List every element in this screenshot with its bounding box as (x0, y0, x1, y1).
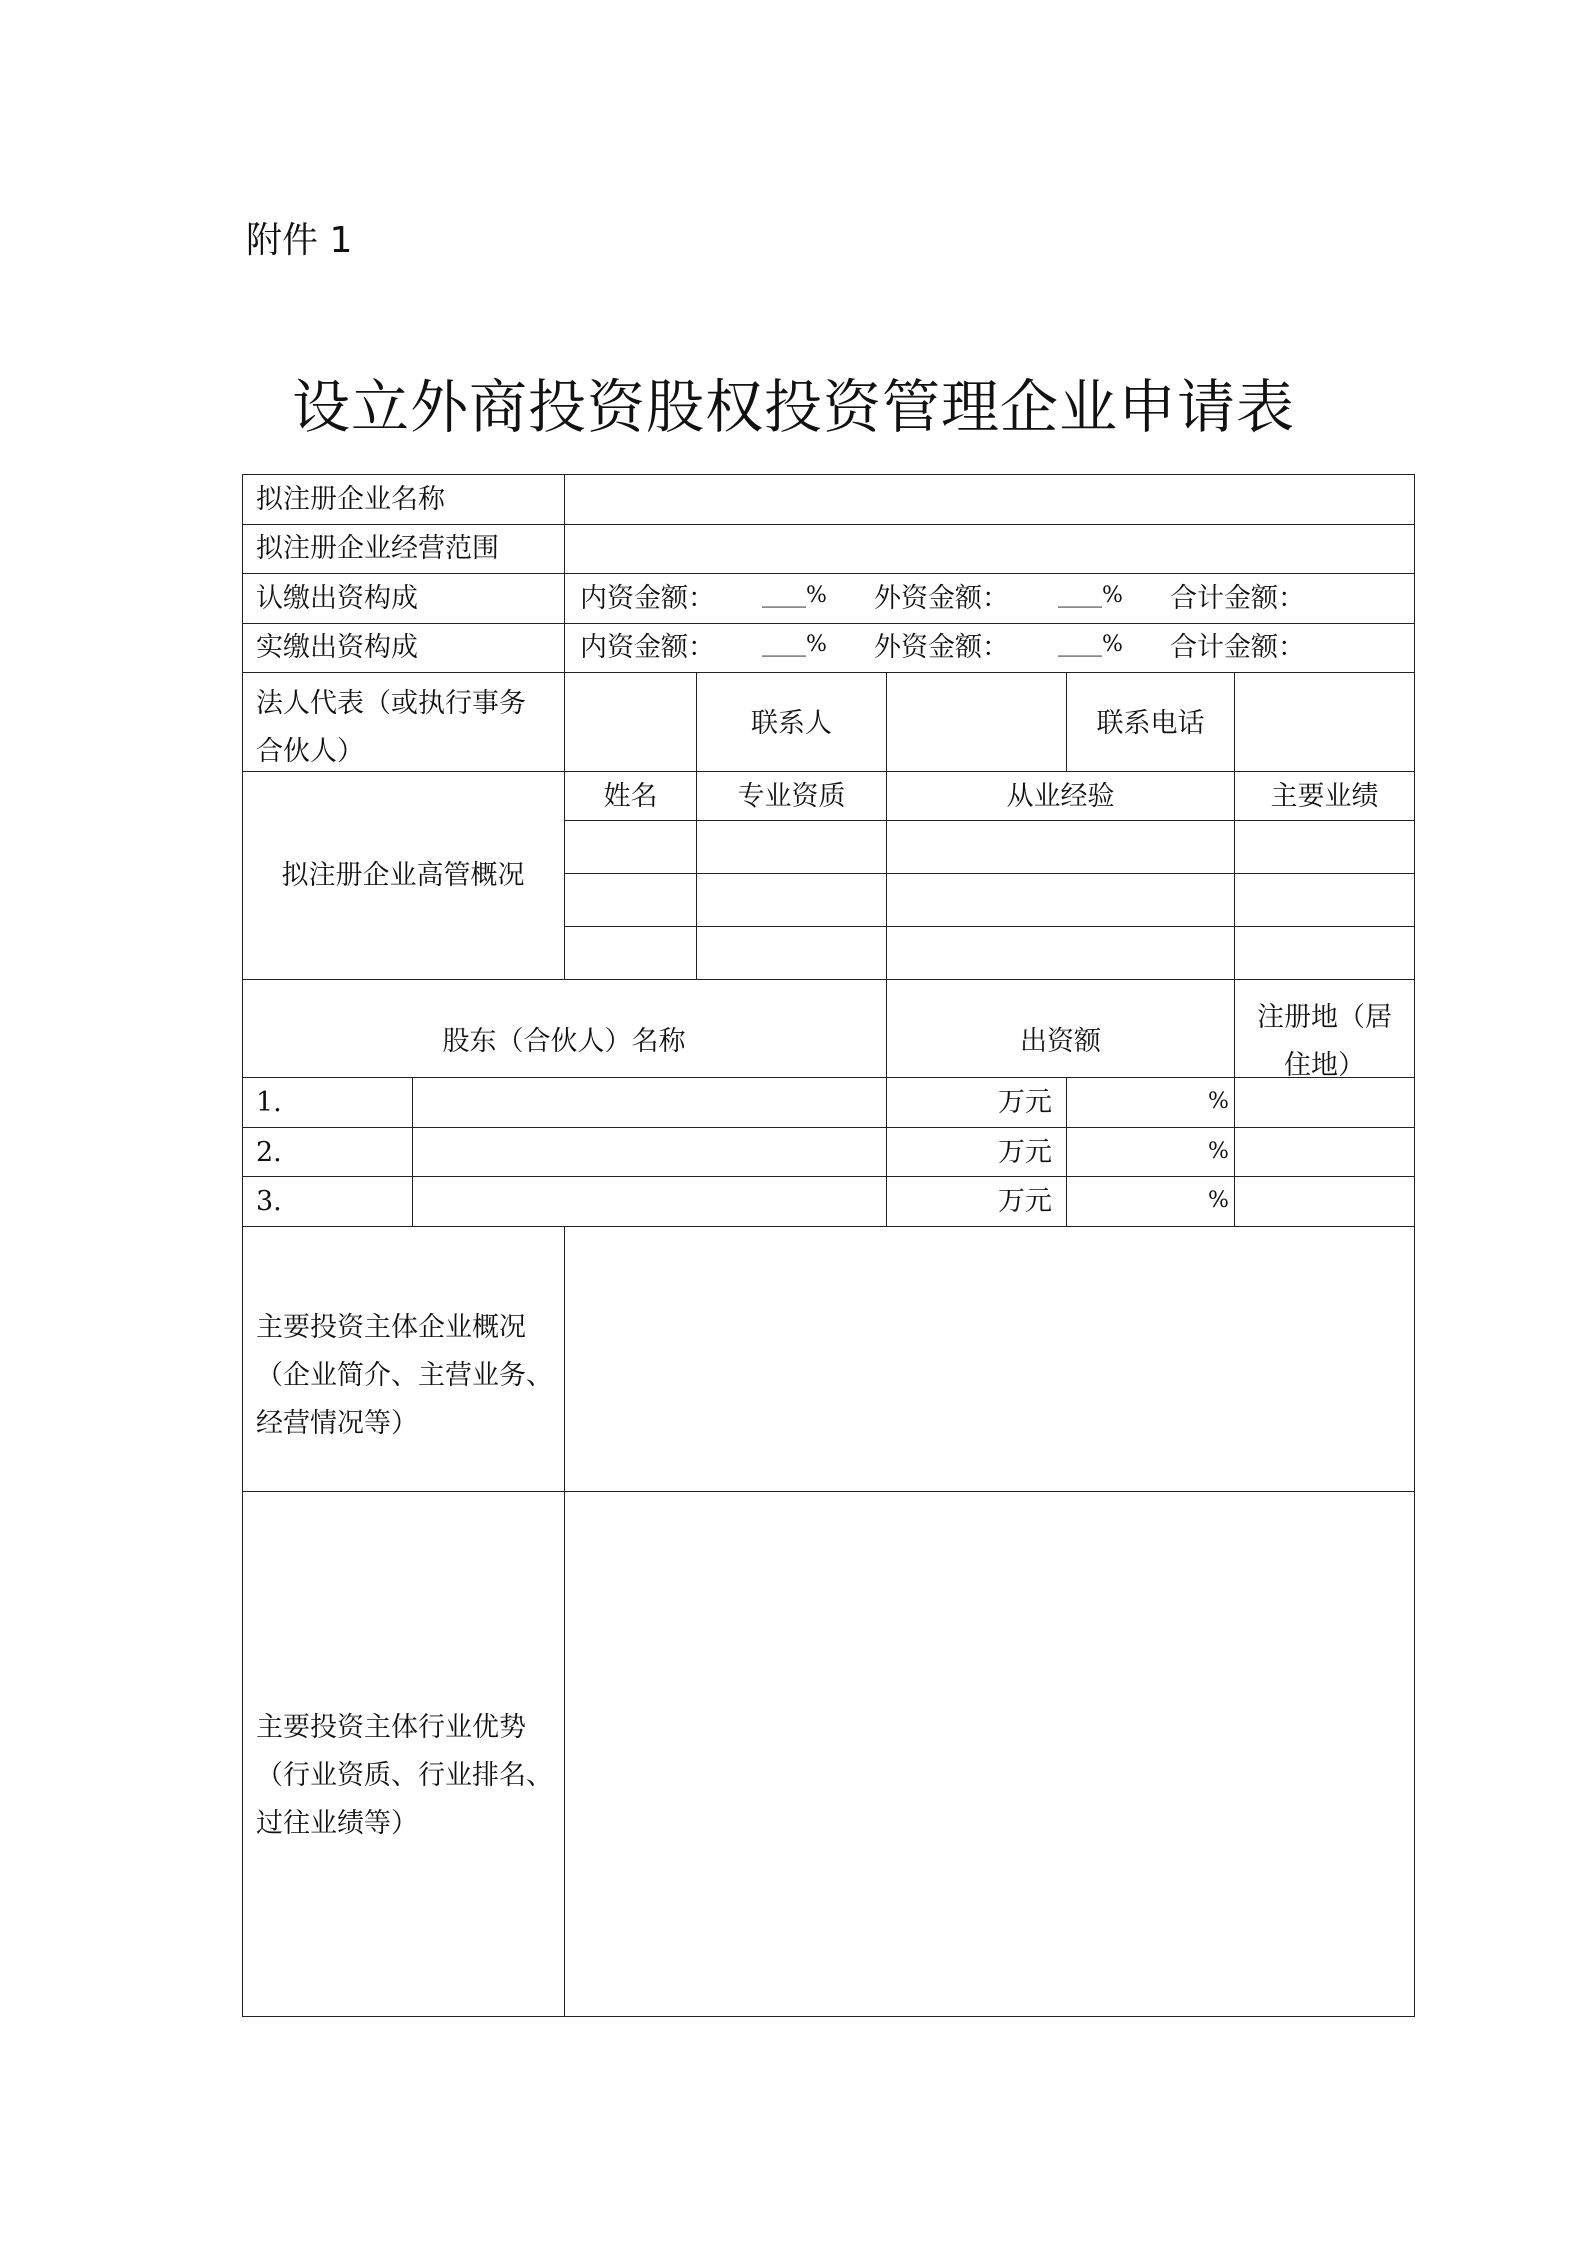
business-scope-label: 拟注册企业经营范围 (256, 533, 499, 564)
row-divider (564, 873, 1415, 874)
subscribed-foreign-label: 外资金额： (874, 583, 1009, 614)
contact-person-label: 联系人 (751, 708, 832, 739)
subscribed-domestic-label: 内资金额： (580, 583, 715, 614)
row-divider (242, 1127, 1415, 1128)
row-divider (242, 1176, 1415, 1177)
subscribed-total-label: 合计金额： (1170, 583, 1305, 614)
annex-label: 附件 1 (246, 220, 353, 261)
col-divider (412, 1077, 413, 1226)
contact-person-field[interactable] (887, 673, 1066, 771)
exec-header-name: 姓名 (603, 781, 658, 812)
investor-overview-label-line3: 经营情况等） (256, 1408, 418, 1439)
shareholder-pct: % (1208, 1188, 1229, 1213)
shareholder-amount-unit: 万元 (998, 1137, 1052, 1168)
business-scope-field[interactable] (565, 525, 1414, 573)
paid-foreign-pct[interactable]: ____% (1058, 632, 1123, 657)
row-divider (564, 820, 1415, 821)
company-name-label: 拟注册企业名称 (256, 484, 445, 515)
reg-place-header-line1: 注册地（居 (1257, 1002, 1392, 1033)
investor-overview-label-line1: 主要投资主体企业概况 (256, 1312, 526, 1343)
form-title: 设立外商投资股权投资管理企业申请表 (291, 373, 1295, 441)
investor-advantage-field[interactable] (565, 1492, 1414, 2016)
exec-header-achievements: 主要业绩 (1270, 781, 1379, 812)
paid-capital-label: 实缴出资构成 (256, 632, 418, 663)
capital-amount-header: 出资额 (1020, 1026, 1101, 1057)
exec-section-label: 拟注册企业高管概况 (281, 860, 525, 891)
table-border-bottom (242, 2016, 1415, 2017)
legal-rep-field[interactable] (565, 673, 696, 771)
table-border-left (242, 474, 243, 2017)
col-divider (1066, 1077, 1067, 1226)
table-border-right (1414, 474, 1415, 2017)
shareholder-amount-unit: 万元 (998, 1186, 1052, 1217)
shareholder-pct: % (1208, 1089, 1229, 1114)
legal-rep-label-line1: 法人代表（或执行事务 (256, 688, 526, 719)
investor-advantage-label-line2: （行业资质、行业排名、 (256, 1760, 553, 1791)
row-divider (242, 623, 1415, 624)
row-divider (242, 573, 1415, 574)
paid-foreign-label: 外资金额： (874, 632, 1009, 663)
shareholder-row-number: 3. (256, 1186, 282, 1217)
row-divider (242, 771, 1415, 772)
investor-overview-label-line2: （企业简介、主营业务、 (256, 1360, 553, 1391)
paid-domestic-pct[interactable]: ____% (762, 632, 827, 657)
row-divider (564, 926, 1415, 927)
contact-phone-label: 联系电话 (1096, 708, 1205, 739)
exec-header-experience: 从业经验 (1006, 781, 1115, 812)
contact-phone-field[interactable] (1235, 673, 1414, 771)
legal-rep-label-line2: 合伙人） (256, 736, 364, 767)
shareholder-row-number: 2. (256, 1137, 282, 1168)
subscribed-foreign-pct[interactable]: ____% (1058, 583, 1123, 608)
investor-overview-field[interactable] (565, 1227, 1414, 1491)
subscribed-capital-label: 认缴出资构成 (256, 583, 418, 614)
subscribed-domestic-pct[interactable]: ____% (762, 583, 827, 608)
reg-place-header-line2: 住地） (1284, 1050, 1365, 1081)
row-divider (242, 979, 1415, 980)
paid-domestic-label: 内资金额： (580, 632, 715, 663)
investor-advantage-label-line1: 主要投资主体行业优势 (256, 1712, 526, 1743)
paid-total-label: 合计金额： (1170, 632, 1305, 663)
shareholder-name-header: 股东（合伙人）名称 (442, 1026, 686, 1057)
investor-advantage-label-line3: 过往业绩等） (256, 1808, 418, 1839)
shareholder-pct: % (1208, 1139, 1229, 1164)
col-divider (886, 979, 887, 1226)
shareholder-row-number: 1. (256, 1087, 282, 1118)
company-name-field[interactable] (565, 475, 1414, 524)
shareholder-amount-unit: 万元 (998, 1087, 1052, 1118)
exec-header-qualification: 专业资质 (737, 781, 846, 812)
application-form-table (242, 474, 1415, 2017)
